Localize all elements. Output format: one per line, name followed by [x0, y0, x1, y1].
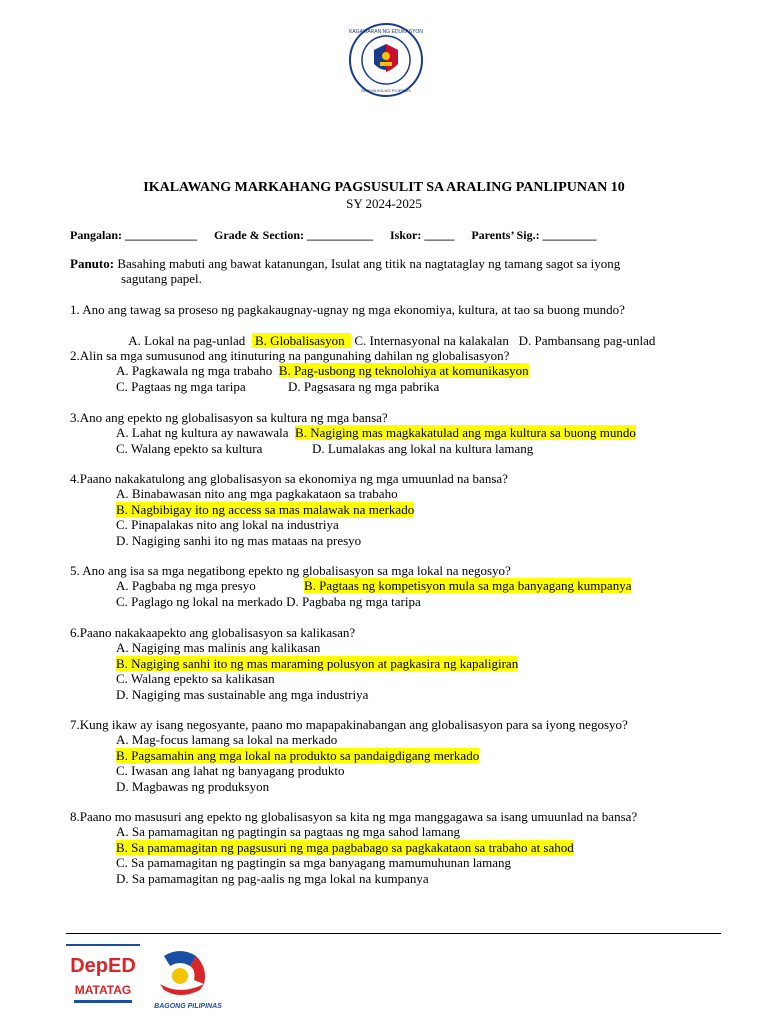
option-c[interactable]: C. Pagtaas ng mga taripa — [116, 378, 246, 394]
option-d[interactable]: D. Pagbaba ng mga taripa — [286, 593, 421, 609]
option-d[interactable]: D. Pagsasara ng mga pabrika — [288, 378, 440, 394]
parents-sig-field[interactable]: Parents’ Sig.: _________ — [471, 228, 597, 242]
footer-divider — [66, 933, 721, 934]
option-a[interactable]: A. Lokal na pag-unlad — [128, 332, 252, 348]
question-5 — [70, 563, 631, 609]
option-b-answer[interactable]: B. Pag-usbong ng teknolohiya at komunikasyon — [278, 363, 529, 379]
exam-header — [0, 180, 768, 212]
option-a[interactable]: A. Binabawasan nito ang mga pagkakataon sa trabaho — [116, 486, 398, 502]
question-stem: 2.Alin sa mga sumusunod ang itinuturing na pangunahing dahilan ng globalisasyon? — [70, 348, 510, 363]
seal-ring-bottom-text: REPUBLIKA NG PILIPINAS — [361, 88, 411, 93]
option-d[interactable]: D. Nagiging sanhi ito ng mas mataas na presyo — [116, 532, 362, 548]
question-8 — [70, 809, 637, 886]
question-stem: 1. Ano ang tawag sa proseso ng pagkakaugnay-ugnay ng mga ekonomiya, kultura, at tao sa buong mundo? — [70, 302, 625, 317]
option-c[interactable]: C. Walang epekto sa kalikasan — [116, 671, 275, 687]
option-c[interactable]: C. Sa pamamagitan ng pagtingin sa mga banyagang mamumuhunan lamang — [116, 855, 511, 871]
deped-wordmark: DepED — [70, 955, 136, 977]
option-c[interactable]: C. Iwasan ang lahat ng banyagang produkto — [116, 763, 345, 779]
option-c-d[interactable]: C. Internasyonal na kalakalan D. Pambansang pag-unlad — [351, 332, 656, 348]
pangalan-field[interactable]: Pangalan: ____________ — [70, 228, 198, 242]
bagong-pilipinas-logo-icon — [150, 944, 226, 1014]
option-b-answer[interactable]: B. Nagiging sanhi ito ng mas maraming polusyon at pagkasira ng kapaligiran — [116, 655, 519, 671]
option-d[interactable]: D. Magbawas ng produksyon — [116, 778, 270, 794]
option-a[interactable]: A. Pagkawala ng mga trabaho — [116, 363, 279, 379]
question-stem: 8.Paano mo masusuri ang epekto ng globalisasyon sa kita ng mga manggagawa sa isang umuunlad na bansa? — [70, 809, 638, 824]
option-d[interactable]: D. Sa pamamagitan ng pag-aalis ng mga lokal na kumpanya — [116, 870, 429, 886]
option-c[interactable]: C. Paglago ng lokal na merkado — [116, 593, 283, 609]
option-c[interactable]: C. Pinapalakas nito ang lokal na industriya — [116, 517, 339, 533]
option-b-answer[interactable]: B. Nagbibigay ito ng access sa mas malawak na merkado — [116, 501, 415, 517]
question-stem: 7.Kung ikaw ay isang negosyante, paano mo mapapakinabangan ang globalisasyon para sa iyong negosyo? — [70, 717, 628, 732]
exam-title: IKALAWANG MARKAHANG PAGSUSULIT SA ARALING PANLIPUNAN 10 — [143, 180, 625, 195]
seal-ring-text: KAGAWARAN NG EDUKASYON — [349, 29, 423, 35]
question-7 — [70, 717, 628, 794]
option-d[interactable]: D. Lumalakas ang lokal na kultura lamang — [312, 440, 534, 456]
question-stem: 3.Ano ang epekto ng globalisasyon sa kultura ng mga bansa? — [70, 410, 388, 425]
option-b-answer[interactable]: B. Pagsamahin ang mga lokal na produkto sa pandaigdigang merkado — [116, 747, 480, 763]
deped-seal-icon — [348, 22, 424, 98]
option-a[interactable]: A. Sa pamamagitan ng pagtingin sa pagtaas ng mga sahod lamang — [116, 824, 461, 840]
option-b-answer[interactable]: B. Globalisasyon — [251, 332, 352, 348]
question-stem: 4.Paano nakakatulong ang globalisasyon sa ekonomiya ng mga umuunlad na bansa? — [70, 471, 508, 486]
grade-section-field[interactable]: Grade & Section: ___________ — [214, 228, 373, 242]
option-a[interactable]: A. Pagbaba ng mga presyo — [116, 578, 256, 594]
matatag-wordmark: MATATAG — [74, 983, 132, 997]
option-a[interactable]: A. Lahat ng kultura ay nawawala — [116, 425, 296, 441]
instructions — [70, 256, 690, 286]
option-a[interactable]: A. Mag-focus lamang sa lokal na merkado — [116, 732, 338, 748]
option-b-answer[interactable]: B. Pagtaas ng kompetisyon mula sa mga banyagang kumpanya — [304, 578, 632, 594]
option-c[interactable]: C. Walang epekto sa kultura — [116, 440, 263, 456]
question-4 — [70, 471, 508, 548]
option-b-answer[interactable]: B. Nagiging mas magkakatulad ang mga kultura sa buong mundo — [295, 425, 636, 441]
iskor-field[interactable]: Iskor: _____ — [390, 228, 455, 242]
student-info-fields — [70, 228, 611, 243]
question-6 — [70, 625, 518, 702]
option-d[interactable]: D. Nagiging mas sustainable ang mga industriya — [116, 686, 369, 702]
panuto-text: Basahing mabuti ang bawat katanungan, Isulat ang titik na nagtataglay ng tamang sagot sa iyong — [114, 256, 621, 271]
panuto-label: Panuto: — [70, 256, 115, 271]
school-year: SY 2024-2025 — [346, 196, 422, 211]
panuto-text-line2: sagutang papel. — [121, 271, 202, 286]
question-3 — [70, 410, 636, 456]
deped-matatag-logo-icon — [66, 944, 140, 1014]
option-a[interactable]: A. Nagiging mas malinis ang kalikasan — [116, 640, 321, 656]
question-2 — [70, 348, 529, 394]
question-stem: 5. Ano ang isa sa mga negatibong epekto ng globalisasyon sa mga lokal na negosyo? — [70, 563, 511, 578]
option-b-answer[interactable]: B. Sa pamamagitan ng pagsusuri ng mga pagbabago sa pagkakataon sa trabaho at sahod — [116, 839, 574, 855]
bagong-pilipinas-wordmark: BAGONG PILIPINAS — [154, 1003, 222, 1010]
question-stem: 6.Paano nakakaapekto ang globalisasyon sa kalikasan? — [70, 625, 356, 640]
